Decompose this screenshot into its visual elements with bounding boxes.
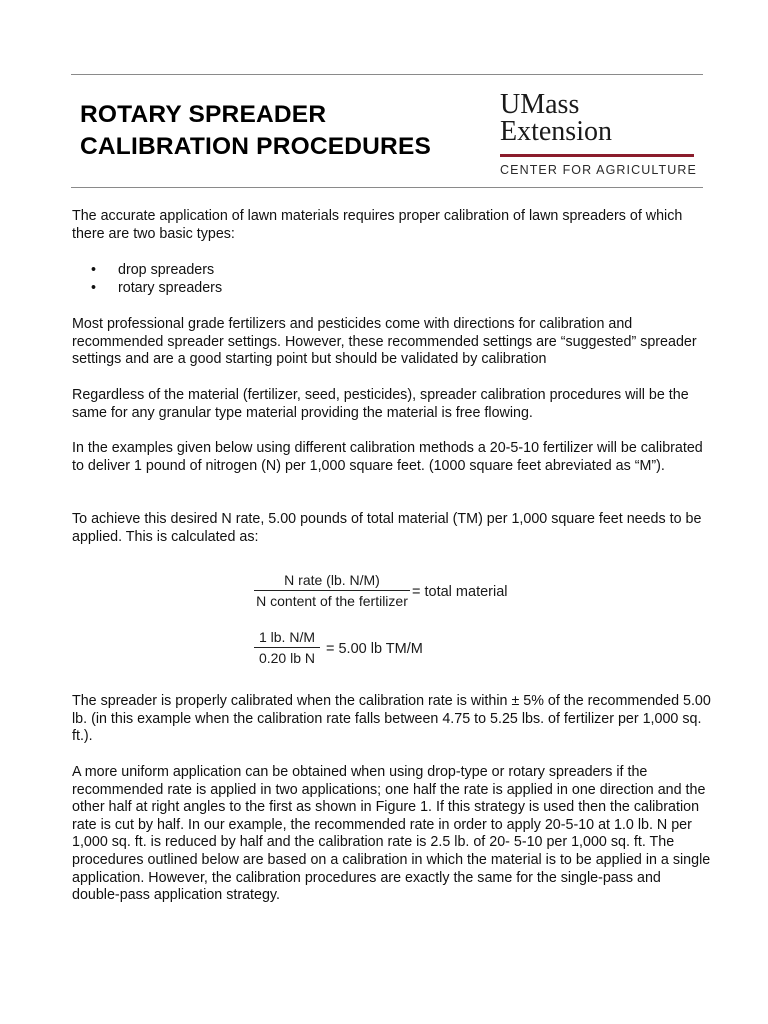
calculation-formula (254, 568, 554, 678)
logo-line-1: UMass (500, 89, 580, 120)
bullet-icon: • (91, 262, 97, 278)
page-title (80, 99, 480, 163)
intro-paragraph (72, 208, 712, 243)
paragraph-text: In the examples given below using different calibration methods a 20-5-10 fertilizer will be calibrated to deliver 1 pound of nitrogen (N) per 1,000 square feet. (1000 square feet abreviated as “M”). (72, 440, 703, 474)
formula-fraction-1 (254, 572, 410, 609)
header-bottom-rule (71, 187, 703, 188)
paragraph-n-rate (72, 511, 712, 546)
intro-text: The accurate application of lawn materials requires proper calibration of lawn spreaders of which there are two basic types: (72, 208, 683, 242)
list-item-text: drop spreaders (118, 262, 215, 278)
logo-subtitle: CENTER FOR AGRICULTURE (500, 163, 697, 177)
list-item (72, 262, 712, 280)
bullet-icon: • (91, 279, 97, 296)
paragraph-settings (72, 316, 712, 369)
title-line-1: ROTARY SPREADER (80, 101, 327, 128)
paragraph-text: Regardless of the material (fertilizer, seed, pesticides), spreader calibration procedures will be the same for any granular type material providing the material is free flowing. (72, 387, 689, 421)
paragraph-material (72, 387, 712, 422)
paragraph-text: The spreader is properly calibrated when the calibration rate is within ± 5% of the recommended 5.00 lb. (in this example when the calibration rate falls between 4.75 to 5.25 lbs. of fertilizer per 1,000 sq. ft.). (72, 693, 711, 745)
formula-denominator: 0.20 lb N (258, 650, 316, 666)
formula-fraction-2 (254, 629, 320, 666)
formula-result-2: = 5.00 lb TM/M (326, 641, 423, 657)
logo-accent-bar (500, 154, 694, 157)
paragraph-text: A more uniform application can be obtained when using drop-type or rotary spreaders if the recommended rate is applied in two applications; one half the rate is applied in one direction and the other half at right angles to the first as shown in Figure 1. If this strategy is used then the calibration rate is cut by half. In our example, the recommended rate in order to apply 20-5-10 at 1.0 lb. N per 1,000 sq. ft. is reduced by half and the calibration rate is 2.5 lb. of 20- 5-10 per 1,000 sq. ft. The procedures outlined below are based on a calibration in which the material is to be applied in a single application. However, the calibration procedures are exactly the same for the single-pass and double-pass application strategy. (72, 764, 711, 904)
formula-numerator: N rate (lb. N/M) (284, 572, 380, 588)
paragraph-uniform-application (72, 764, 712, 905)
umass-extension-logo (500, 90, 696, 180)
paragraph-calibrated (72, 693, 712, 746)
paragraph-examples (72, 440, 712, 475)
paragraph-text: Most professional grade fertilizers and pesticides come with directions for calibration and recommended spreader settings. However, these recommended settings are “suggested” spreader settings and are a good starting point but should be validated by calibration (72, 316, 697, 368)
formula-denominator: N content of the fertilizer (256, 593, 408, 609)
spreader-types-list (72, 262, 712, 297)
fraction-bar (254, 647, 320, 648)
logo-line-2: Extension (500, 116, 612, 147)
paragraph-text: To achieve this desired N rate, 5.00 pounds of total material (TM) per 1,000 square feet needs to be applied. This is calculated as: (72, 511, 702, 545)
formula-numerator: 1 lb. N/M (258, 629, 315, 645)
formula-result-1: = total material (412, 584, 508, 600)
title-line-2: CALIBRATION PROCEDURES (80, 133, 432, 160)
list-item-text: rotary spreaders (118, 279, 223, 296)
fraction-bar (254, 590, 410, 591)
header-top-rule (71, 74, 703, 75)
list-item (72, 280, 712, 298)
